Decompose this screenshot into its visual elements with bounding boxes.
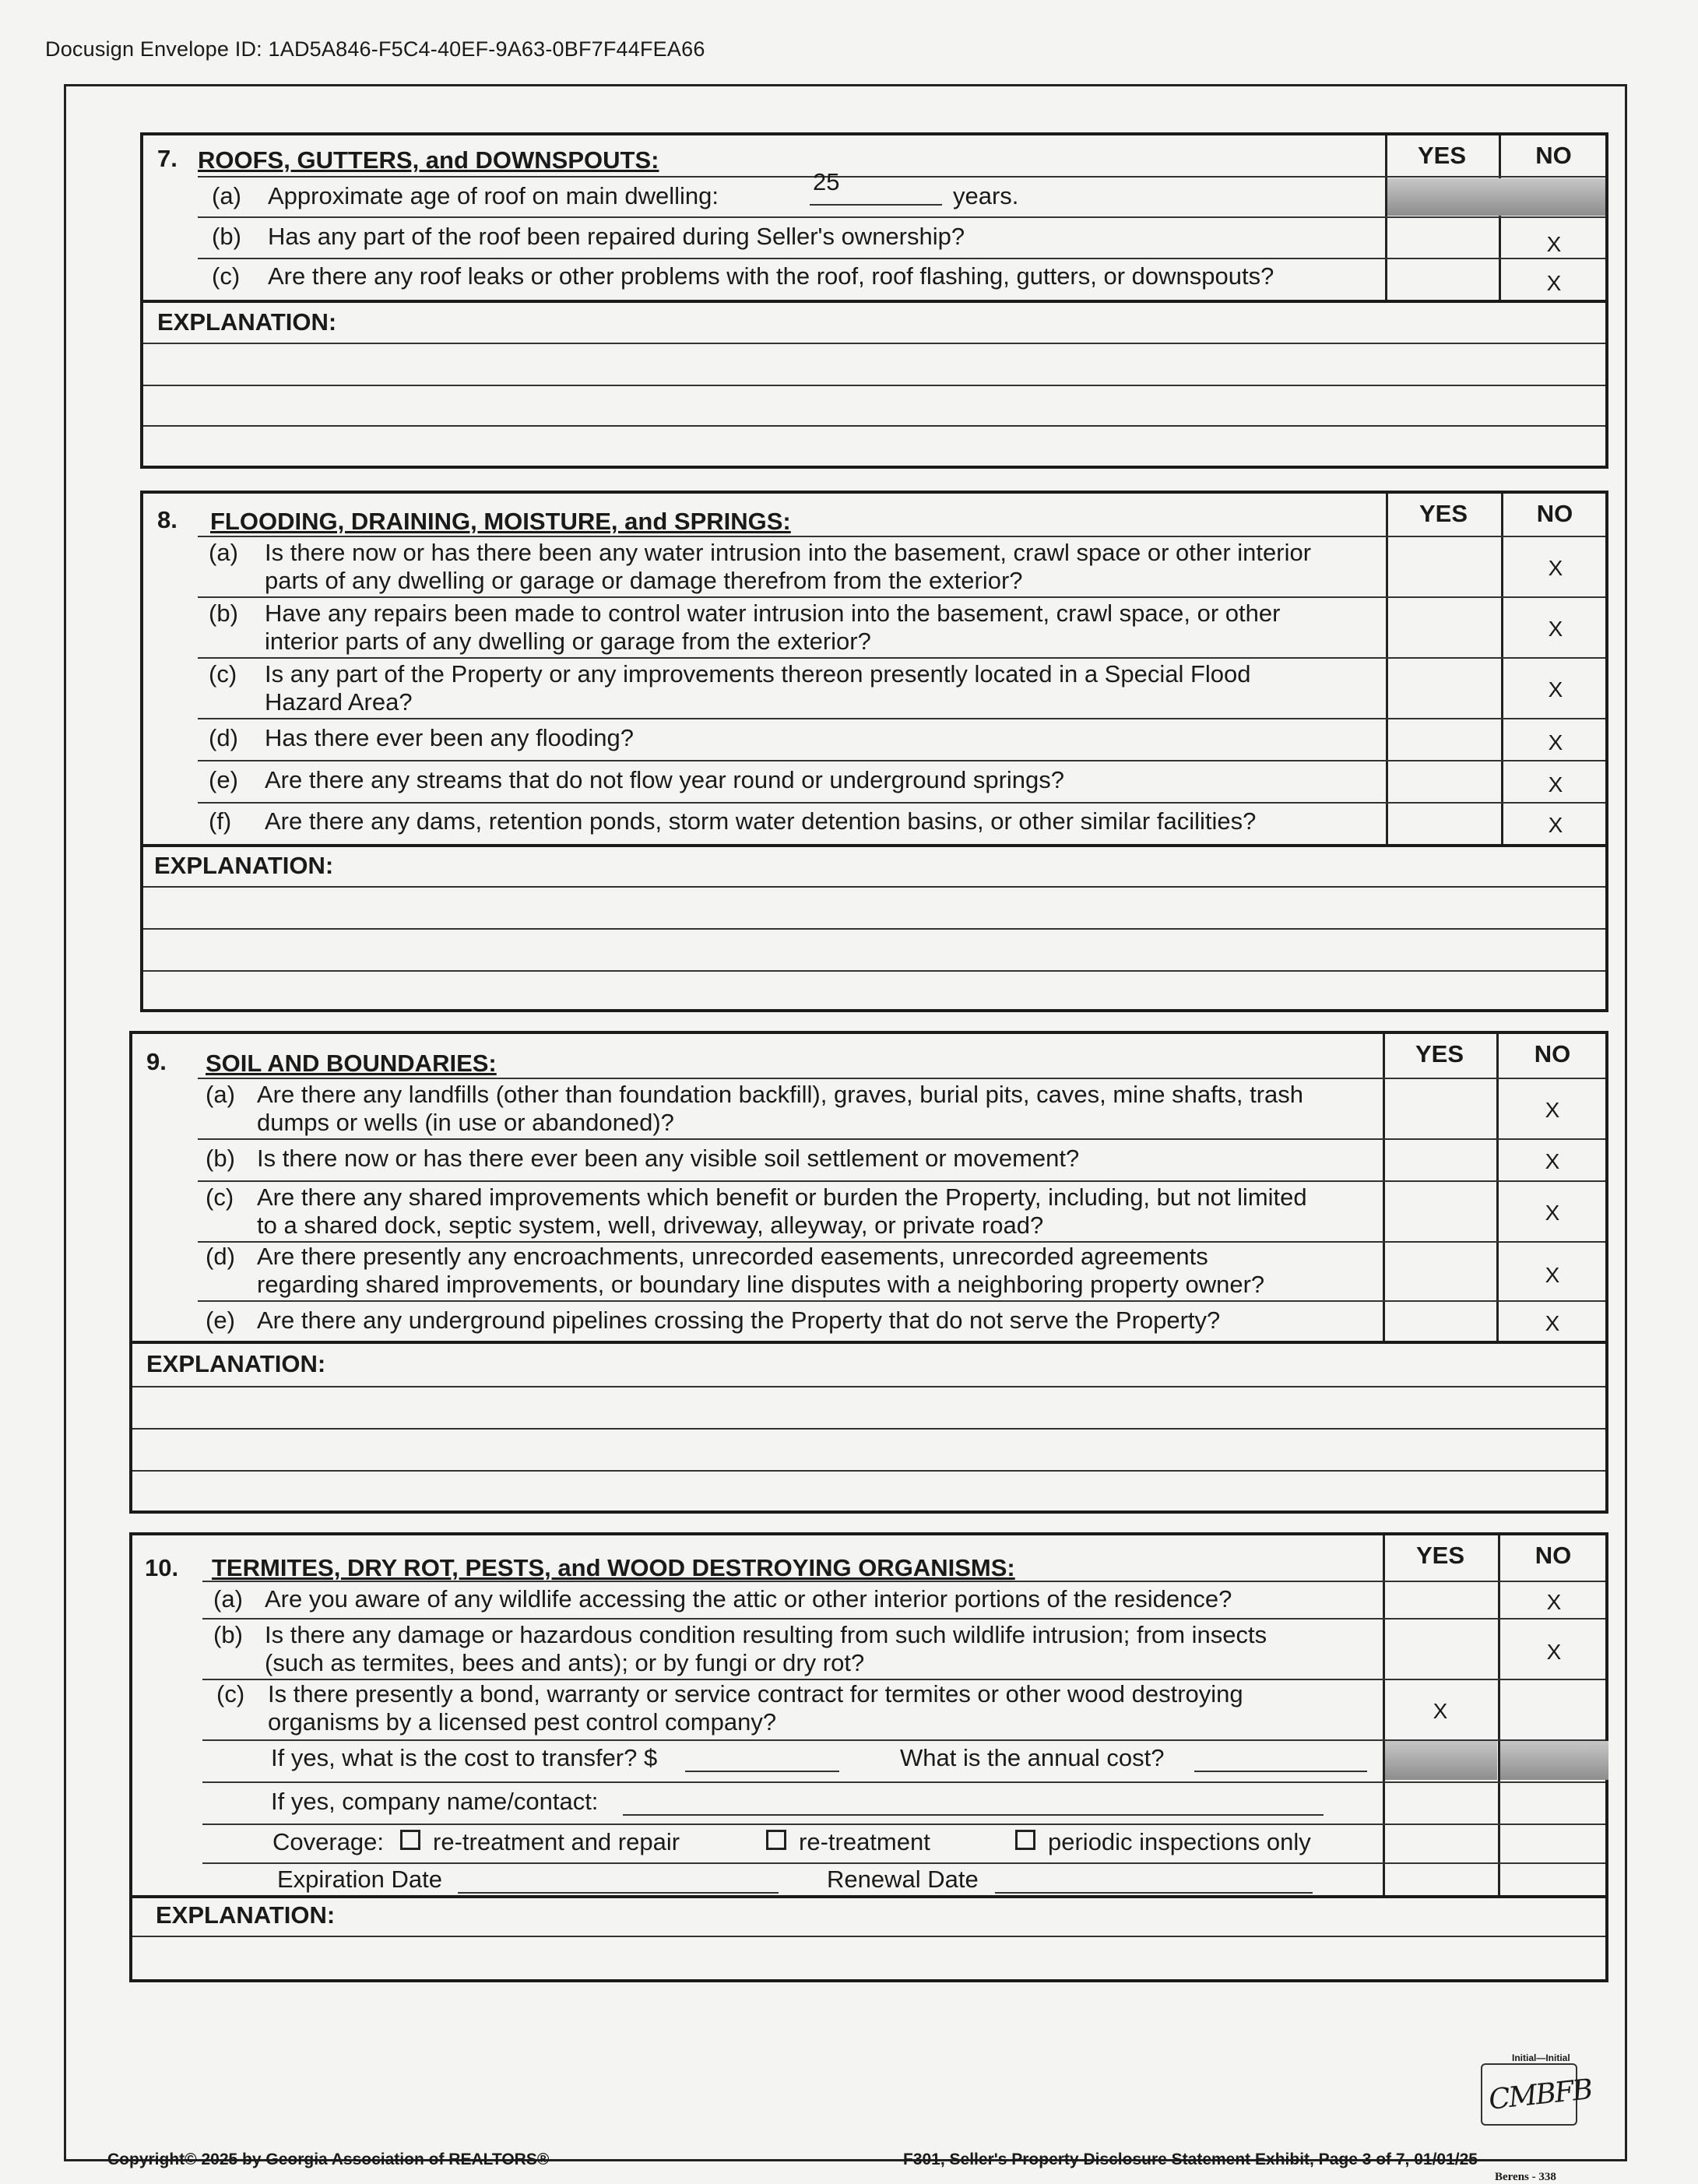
question-text: Is there now or has there ever been any visible soil settlement or movement? bbox=[257, 1145, 1080, 1172]
question-letter: (d) bbox=[206, 1243, 235, 1270]
retreatment-repair-label: re-treatment and repair bbox=[433, 1828, 680, 1855]
question-text-line1: Are there any shared improvements which benefit or burden the Property, including, but not limited bbox=[257, 1183, 1307, 1211]
explanation-divider bbox=[132, 1341, 1605, 1344]
row-divider bbox=[198, 760, 1605, 761]
periodic-inspections-checkbox[interactable] bbox=[1015, 1830, 1035, 1850]
section-title: ROOFS, GUTTERS, and DOWNSPOUTS: bbox=[198, 146, 659, 174]
question-letter: (c) bbox=[216, 1680, 245, 1707]
question-text: Are there any roof leaks or other problems with the roof, roof flashing, gutters, or downspouts? bbox=[268, 262, 1274, 290]
company-row bbox=[271, 1788, 1376, 1819]
no-checkbox-9d[interactable]: X bbox=[1545, 1263, 1560, 1287]
question-letter: (e) bbox=[209, 766, 238, 793]
explanation-line[interactable] bbox=[143, 425, 1605, 427]
explanation-line[interactable] bbox=[132, 1386, 1605, 1387]
transfer-cost-row bbox=[271, 1744, 1376, 1775]
question-letter: (d) bbox=[209, 724, 238, 751]
question-letter: (e) bbox=[206, 1307, 235, 1334]
section-title: TERMITES, DRY ROT, PESTS, and WOOD DESTROYING ORGANISMS: bbox=[212, 1554, 1015, 1581]
no-checkbox-8d[interactable]: X bbox=[1548, 730, 1563, 754]
no-checkbox-10a[interactable]: X bbox=[1546, 1590, 1562, 1614]
section-8 bbox=[140, 491, 1608, 1012]
question-10a bbox=[213, 1585, 1381, 1616]
expiration-date-label: Expiration Date bbox=[277, 1866, 442, 1893]
dates-row bbox=[277, 1866, 1383, 1897]
row-divider bbox=[198, 176, 1605, 178]
explanation-line[interactable] bbox=[143, 970, 1605, 972]
question-text-line2: dumps or wells (in use or abandoned)? bbox=[257, 1109, 674, 1136]
section-number: 10. bbox=[145, 1554, 179, 1581]
question-text: Approximate age of roof on main dwelling: bbox=[268, 182, 719, 209]
form-id: F301, Seller's Property Disclosure Statement Exhibit, Page 3 of 7, 01/01/25 bbox=[903, 2151, 1478, 2168]
roof-age-unit: years. bbox=[953, 182, 1019, 209]
section-number: 9. bbox=[146, 1048, 167, 1075]
no-header: NO bbox=[1534, 1040, 1571, 1067]
no-checkbox-8a[interactable]: X bbox=[1548, 556, 1563, 580]
row-divider bbox=[198, 536, 1605, 537]
company-label: If yes, company name/contact: bbox=[271, 1788, 599, 1815]
expiration-date-field[interactable] bbox=[458, 1870, 779, 1894]
form-reference: Berens - 338 bbox=[1495, 2171, 1556, 2183]
question-text-line1: Is any part of the Property or any improvements thereon presently located in a Special Flood bbox=[265, 660, 1251, 688]
question-8a bbox=[209, 539, 1376, 598]
no-checkbox-8f[interactable]: X bbox=[1548, 813, 1563, 837]
row-divider bbox=[198, 718, 1605, 719]
question-8b bbox=[209, 600, 1376, 659]
question-text-line2: parts of any dwelling or garage or damage therefrom from the exterior? bbox=[265, 567, 1023, 594]
question-text: Are there any underground pipelines crossing the Property that do not serve the Property? bbox=[257, 1307, 1221, 1334]
yes-header: YES bbox=[1417, 142, 1467, 169]
section-title: SOIL AND BOUNDARIES: bbox=[206, 1050, 497, 1077]
question-letter: (a) bbox=[206, 1081, 235, 1108]
question-9e bbox=[206, 1307, 1373, 1338]
retreatment-checkbox[interactable] bbox=[766, 1830, 786, 1850]
question-text-line2: organisms by a licensed pest control company? bbox=[268, 1708, 777, 1736]
row-divider bbox=[198, 802, 1605, 804]
question-9c bbox=[206, 1183, 1373, 1243]
question-text-line2: regarding shared improvements, or boundary line disputes with a neighboring property owner? bbox=[257, 1271, 1265, 1298]
coverage-row bbox=[272, 1828, 1378, 1859]
question-text: Are you aware of any wildlife accessing the attic or other interior portions of the residence? bbox=[265, 1585, 1232, 1613]
annual-cost-field[interactable] bbox=[1194, 1749, 1367, 1772]
question-8d bbox=[209, 724, 1376, 755]
shaded-cell bbox=[1500, 1741, 1608, 1780]
explanation-line[interactable] bbox=[143, 385, 1605, 386]
no-header: NO bbox=[1535, 1542, 1572, 1569]
row-divider bbox=[198, 258, 1605, 259]
explanation-label: EXPLANATION: bbox=[157, 308, 337, 336]
question-text-line2: Hazard Area? bbox=[265, 688, 413, 716]
no-checkbox-10b[interactable]: X bbox=[1546, 1640, 1562, 1664]
section-title: FLOODING, DRAINING, MOISTURE, and SPRINGS: bbox=[210, 508, 791, 535]
no-checkbox-9e[interactable]: X bbox=[1545, 1311, 1560, 1335]
roof-age-value[interactable]: 25 bbox=[813, 168, 840, 195]
section-7 bbox=[140, 132, 1608, 469]
yes-header: YES bbox=[1415, 1040, 1464, 1067]
no-checkbox-8b[interactable]: X bbox=[1548, 617, 1563, 641]
question-letter: (c) bbox=[212, 262, 241, 290]
row-divider bbox=[202, 1581, 1605, 1582]
question-text-line1: Have any repairs been made to control water intrusion into the basement, crawl space, or other bbox=[265, 600, 1281, 627]
question-letter: (c) bbox=[209, 660, 237, 688]
row-divider bbox=[202, 1618, 1605, 1620]
explanation-label: EXPLANATION: bbox=[156, 1901, 336, 1929]
question-10c bbox=[216, 1680, 1384, 1739]
explanation-label: EXPLANATION: bbox=[146, 1350, 326, 1377]
question-9a bbox=[206, 1081, 1373, 1140]
shaded-cell bbox=[1387, 178, 1605, 216]
no-checkbox-7b[interactable]: X bbox=[1546, 232, 1562, 256]
question-7b bbox=[212, 223, 1380, 254]
annual-cost-label: What is the annual cost? bbox=[900, 1744, 1165, 1771]
row-divider bbox=[198, 1300, 1605, 1302]
question-text: Has any part of the roof been repaired during Seller's ownership? bbox=[268, 223, 965, 250]
renewal-date-label: Renewal Date bbox=[827, 1866, 979, 1893]
yes-column-divider bbox=[1386, 494, 1388, 846]
explanation-line[interactable] bbox=[132, 1936, 1605, 1937]
question-text-line2: to a shared dock, septic system, well, driveway, alleyway, or private road? bbox=[257, 1212, 1044, 1239]
question-8c bbox=[209, 660, 1376, 719]
no-checkbox-9c[interactable]: X bbox=[1545, 1201, 1560, 1225]
row-divider bbox=[198, 1138, 1605, 1140]
explanation-line[interactable] bbox=[132, 1470, 1605, 1472]
section-number: 8. bbox=[157, 506, 178, 533]
question-7a bbox=[212, 168, 1380, 213]
question-text: Has there ever been any flooding? bbox=[265, 724, 634, 751]
question-letter: (b) bbox=[209, 600, 238, 627]
explanation-line[interactable] bbox=[132, 1428, 1605, 1430]
explanation-line[interactable] bbox=[143, 343, 1605, 344]
question-7c bbox=[212, 262, 1380, 294]
initials-box[interactable] bbox=[1481, 2052, 1594, 2130]
question-text-line2: (such as termites, bees and ants); or by fungi or dry rot? bbox=[265, 1649, 865, 1676]
question-text-line2: interior parts of any dwelling or garage from the exterior? bbox=[265, 628, 871, 655]
no-column-divider bbox=[1499, 135, 1501, 301]
no-column-divider bbox=[1496, 1034, 1499, 1342]
yes-checkbox-10c[interactable]: X bbox=[1433, 1699, 1448, 1723]
no-header: NO bbox=[1536, 500, 1573, 527]
no-checkbox-8c[interactable]: X bbox=[1548, 677, 1563, 702]
row-divider bbox=[198, 1078, 1605, 1079]
envelope-id: Docusign Envelope ID: 1AD5A846-F5C4-40EF-9A63-0BF7F44FEA66 bbox=[45, 37, 705, 61]
section-number: 7. bbox=[157, 145, 178, 172]
explanation-divider bbox=[132, 1895, 1605, 1898]
yes-column-divider bbox=[1385, 135, 1387, 301]
question-8e bbox=[209, 766, 1376, 797]
question-letter: (b) bbox=[212, 223, 241, 250]
transfer-cost-field[interactable] bbox=[685, 1749, 839, 1772]
question-letter: (a) bbox=[209, 539, 238, 566]
explanation-line[interactable] bbox=[143, 886, 1605, 888]
roof-age-line bbox=[810, 204, 942, 206]
question-letter: (f) bbox=[209, 807, 232, 835]
no-header: NO bbox=[1535, 142, 1572, 169]
question-letter: (b) bbox=[206, 1145, 235, 1172]
copyright: Copyright© 2025 by Georgia Association of REALTORS® bbox=[107, 2151, 550, 2168]
question-text: Are there any streams that do not flow year round or underground springs? bbox=[265, 766, 1065, 793]
question-letter: (c) bbox=[206, 1183, 234, 1211]
question-letter: (b) bbox=[213, 1621, 243, 1648]
explanation-label: EXPLANATION: bbox=[154, 852, 334, 879]
retreatment-repair-checkbox[interactable] bbox=[400, 1830, 420, 1850]
row-divider bbox=[202, 1781, 1605, 1783]
yes-header: YES bbox=[1415, 1542, 1465, 1569]
question-9d bbox=[206, 1243, 1373, 1302]
no-column-divider bbox=[1501, 494, 1503, 846]
explanation-divider bbox=[143, 300, 1605, 303]
question-8f bbox=[209, 807, 1376, 839]
row-divider bbox=[198, 216, 1605, 218]
yes-column-divider bbox=[1383, 1034, 1385, 1342]
row-divider bbox=[202, 1824, 1605, 1825]
question-text-line1: Are there any landfills (other than foundation backfill), graves, burial pits, caves, mine shafts, trash bbox=[257, 1081, 1304, 1108]
renewal-date-field[interactable] bbox=[995, 1870, 1313, 1894]
question-text-line1: Is there presently a bond, warranty or service contract for termites or other wood destroying bbox=[268, 1680, 1243, 1707]
no-checkbox-9b[interactable]: X bbox=[1545, 1149, 1560, 1173]
shaded-cell bbox=[1385, 1741, 1497, 1780]
retreatment-label: re-treatment bbox=[799, 1828, 930, 1855]
section-9 bbox=[129, 1031, 1608, 1514]
explanation-divider bbox=[143, 844, 1605, 847]
periodic-inspections-label: periodic inspections only bbox=[1048, 1828, 1311, 1855]
initial-label: Initial—Initial bbox=[1512, 2052, 1570, 2063]
no-checkbox-9a[interactable]: X bbox=[1545, 1098, 1560, 1122]
question-letter: (a) bbox=[212, 182, 241, 209]
explanation-line[interactable] bbox=[143, 928, 1605, 930]
coverage-label: Coverage: bbox=[272, 1828, 385, 1855]
company-field[interactable] bbox=[623, 1792, 1324, 1816]
row-divider bbox=[202, 1862, 1605, 1864]
no-checkbox-7c[interactable]: X bbox=[1546, 271, 1562, 295]
question-text-line1: Is there now or has there been any water intrusion into the basement, crawl space or other interior bbox=[265, 539, 1312, 566]
row-divider bbox=[198, 1180, 1605, 1182]
question-letter: (a) bbox=[213, 1585, 243, 1613]
row-divider bbox=[198, 596, 1605, 598]
question-text-line1: Are there presently any encroachments, unrecorded easements, unrecorded agreements bbox=[257, 1243, 1208, 1270]
row-divider bbox=[198, 657, 1605, 659]
question-9b bbox=[206, 1145, 1373, 1176]
initials-signature: CMBFB bbox=[1487, 2073, 1594, 2116]
question-text-line1: Is there any damage or hazardous condition resulting from such wildlife intrusion; from insects bbox=[265, 1621, 1267, 1648]
section-10 bbox=[129, 1532, 1608, 1982]
no-column-divider bbox=[1498, 1535, 1500, 1897]
transfer-cost-label: If yes, what is the cost to transfer? $ bbox=[271, 1744, 658, 1771]
question-text: Are there any dams, retention ponds, storm water detention basins, or other similar facilities? bbox=[265, 807, 1257, 835]
question-10b bbox=[213, 1621, 1381, 1680]
yes-header: YES bbox=[1419, 500, 1468, 527]
no-checkbox-8e[interactable]: X bbox=[1548, 772, 1563, 797]
